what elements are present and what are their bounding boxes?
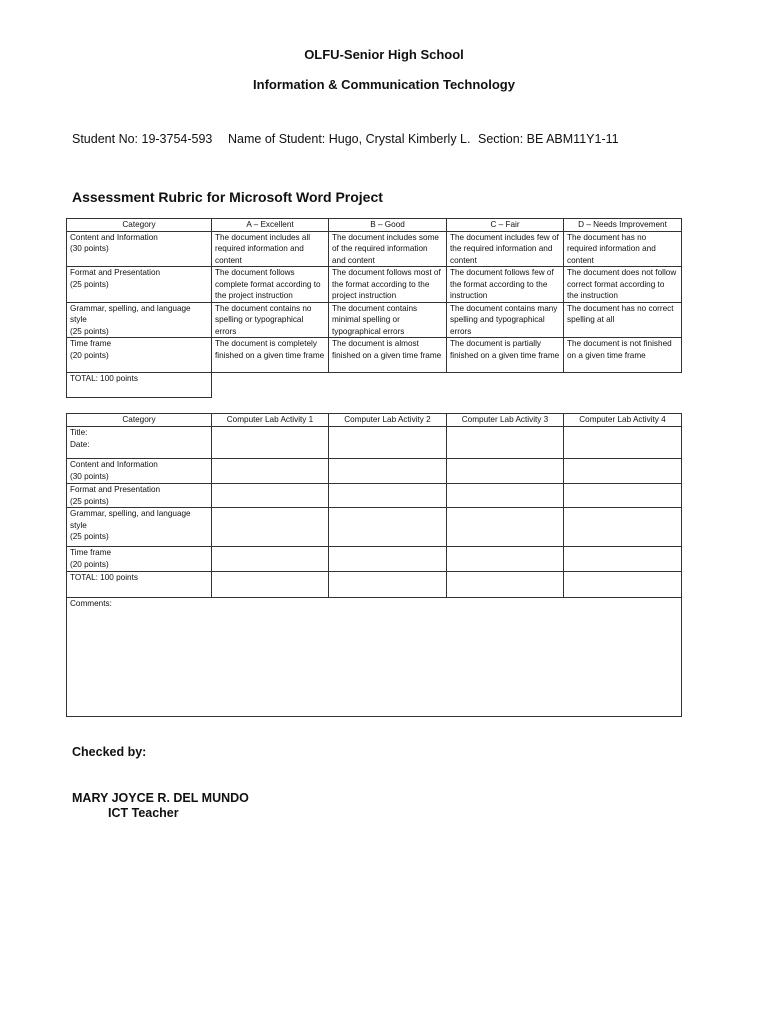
category-label: Content and Information	[70, 232, 158, 242]
category-label: Time frame	[70, 339, 112, 348]
rubric-category-cell	[67, 302, 212, 338]
rubric-total-blank	[212, 373, 682, 398]
rubric-cell-a: The document includes all required information and content	[212, 231, 329, 267]
category-points: (20 points)	[70, 559, 109, 569]
activity-header-row	[67, 414, 682, 427]
rubric-cell-b: The document follows most of the format according to the project instruction	[329, 267, 447, 303]
activity-4-score-cell[interactable]	[564, 547, 682, 572]
category-label: Time frame	[70, 548, 112, 557]
table-row	[67, 598, 682, 717]
table-row	[67, 484, 682, 508]
rubric-category-cell	[67, 231, 212, 267]
activity-4-total-cell[interactable]	[564, 572, 682, 598]
activity-2-score-cell[interactable]	[329, 547, 447, 572]
activity-1-total-cell[interactable]	[212, 572, 329, 598]
rubric-title: Assessment Rubric for Microsoft Word Project	[72, 189, 383, 205]
rubric-category-cell	[67, 338, 212, 373]
activity-header-2: Computer Lab Activity 2	[329, 414, 447, 427]
department-name: Information & Communication Technology	[253, 77, 515, 92]
activity-category-cell	[67, 459, 212, 484]
rubric-cell-b: The document is almost finished on a given time frame	[329, 338, 447, 373]
rubric-header-category: Category	[67, 219, 212, 232]
table-row	[67, 427, 682, 459]
activity-1-score-cell[interactable]	[212, 508, 329, 547]
rubric-header-c: C – Fair	[447, 219, 564, 232]
rubric-header-b: B – Good	[329, 219, 447, 232]
rubric-header-d: D – Needs Improvement	[564, 219, 682, 232]
school-name: OLFU-Senior High School	[304, 47, 464, 62]
teacher-name: MARY JOYCE R. DEL MUNDO	[72, 791, 249, 805]
rubric-header-row	[67, 219, 682, 232]
activity-3-score-cell[interactable]	[447, 547, 564, 572]
activity-1-score-cell[interactable]	[212, 484, 329, 508]
rubric-cell-c: The document is partially finished on a given time frame	[447, 338, 564, 373]
rubric-cell-a: The document is completely finished on a given time frame	[212, 338, 329, 373]
student-section: Section: BE ABM11Y1-11	[478, 132, 619, 146]
table-row	[67, 338, 682, 373]
rubric-cell-b: The document contains minimal spelling or typographical errors	[329, 302, 447, 338]
student-number: Student No: 19-3754-593	[72, 132, 213, 146]
table-row	[67, 547, 682, 572]
activity-category-cell	[67, 508, 212, 547]
category-label: Grammar, spelling, and language style	[70, 303, 191, 324]
table-row	[67, 572, 682, 598]
activity-total-cell: TOTAL: 100 points	[67, 572, 212, 598]
category-label: Content and Information	[70, 460, 158, 469]
activity-3-score-cell[interactable]	[447, 459, 564, 484]
category-label: Format and Presentation	[70, 268, 161, 277]
rubric-category-cell	[67, 267, 212, 303]
activity-4-score-cell[interactable]	[564, 459, 682, 484]
rubric-cell-a: The document follows complete format according to the project instruction	[212, 267, 329, 303]
activity-header-4: Computer Lab Activity 4	[564, 414, 682, 427]
activity-category-cell	[67, 547, 212, 572]
category-label: Format and Presentation	[70, 485, 161, 494]
activity-2-score-cell[interactable]	[329, 427, 447, 459]
category-points: (30 points)	[70, 244, 109, 253]
rubric-cell-a: The document contains no spelling or typographical errors	[212, 302, 329, 338]
activity-3-score-cell[interactable]	[447, 427, 564, 459]
rubric-header-a: A – Excellent	[212, 219, 329, 232]
activity-header-1: Computer Lab Activity 1	[212, 414, 329, 427]
activity-1-score-cell[interactable]	[212, 459, 329, 484]
activity-3-score-cell[interactable]	[447, 484, 564, 508]
category-points: (25 points)	[70, 326, 109, 336]
category-points: (25 points)	[70, 496, 109, 506]
table-row	[67, 373, 682, 398]
activity-1-score-cell[interactable]	[212, 427, 329, 459]
activity-3-total-cell[interactable]	[447, 572, 564, 598]
rubric-cell-d: The document has no correct spelling at all	[564, 302, 682, 338]
table-row	[67, 231, 682, 267]
table-row	[67, 459, 682, 484]
activity-4-score-cell[interactable]	[564, 508, 682, 547]
date-label: Date:	[70, 439, 90, 449]
category-points: (25 points)	[70, 532, 109, 541]
rubric-cell-b: The document includes some of the required information and content	[329, 231, 447, 267]
activity-header-3: Computer Lab Activity 3	[447, 414, 564, 427]
activity-3-score-cell[interactable]	[447, 508, 564, 547]
activity-2-total-cell[interactable]	[329, 572, 447, 598]
teacher-title: ICT Teacher	[108, 806, 179, 820]
category-points: (30 points)	[70, 471, 109, 481]
category-label: Grammar, spelling, and language style	[70, 509, 191, 530]
activity-4-score-cell[interactable]	[564, 484, 682, 508]
student-name: Name of Student: Hugo, Crystal Kimberly L.	[228, 132, 471, 146]
rubric-cell-c: The document includes few of the required information and content	[447, 231, 564, 267]
title-label: Title:	[70, 428, 88, 437]
rubric-cell-c: The document follows few of the format according to the instruction	[447, 267, 564, 303]
activity-category-cell	[67, 484, 212, 508]
rubric-cell-d: The document does not follow correct format according to the instruction	[564, 267, 682, 303]
category-points: (20 points)	[70, 350, 109, 360]
title-date-cell	[67, 427, 212, 459]
table-row	[67, 508, 682, 547]
activity-header-category: Category	[67, 414, 212, 427]
rubric-total-cell: TOTAL: 100 points	[67, 373, 212, 398]
activity-2-score-cell[interactable]	[329, 508, 447, 547]
activity-2-score-cell[interactable]	[329, 459, 447, 484]
checked-by-label: Checked by:	[72, 745, 147, 759]
comments-cell[interactable]: Comments:	[67, 598, 682, 717]
rubric-cell-c: The document contains many spelling and typographical errors	[447, 302, 564, 338]
activity-table	[66, 413, 682, 717]
rubric-cell-d: The document has no required information and content	[564, 231, 682, 267]
table-row	[67, 267, 682, 303]
activity-1-score-cell[interactable]	[212, 547, 329, 572]
rubric-cell-d: The document is not finished on a given time frame	[564, 338, 682, 373]
table-row	[67, 302, 682, 338]
activity-2-score-cell[interactable]	[329, 484, 447, 508]
rubric-table	[66, 218, 682, 398]
category-points: (25 points)	[70, 279, 109, 289]
activity-4-score-cell[interactable]	[564, 427, 682, 459]
